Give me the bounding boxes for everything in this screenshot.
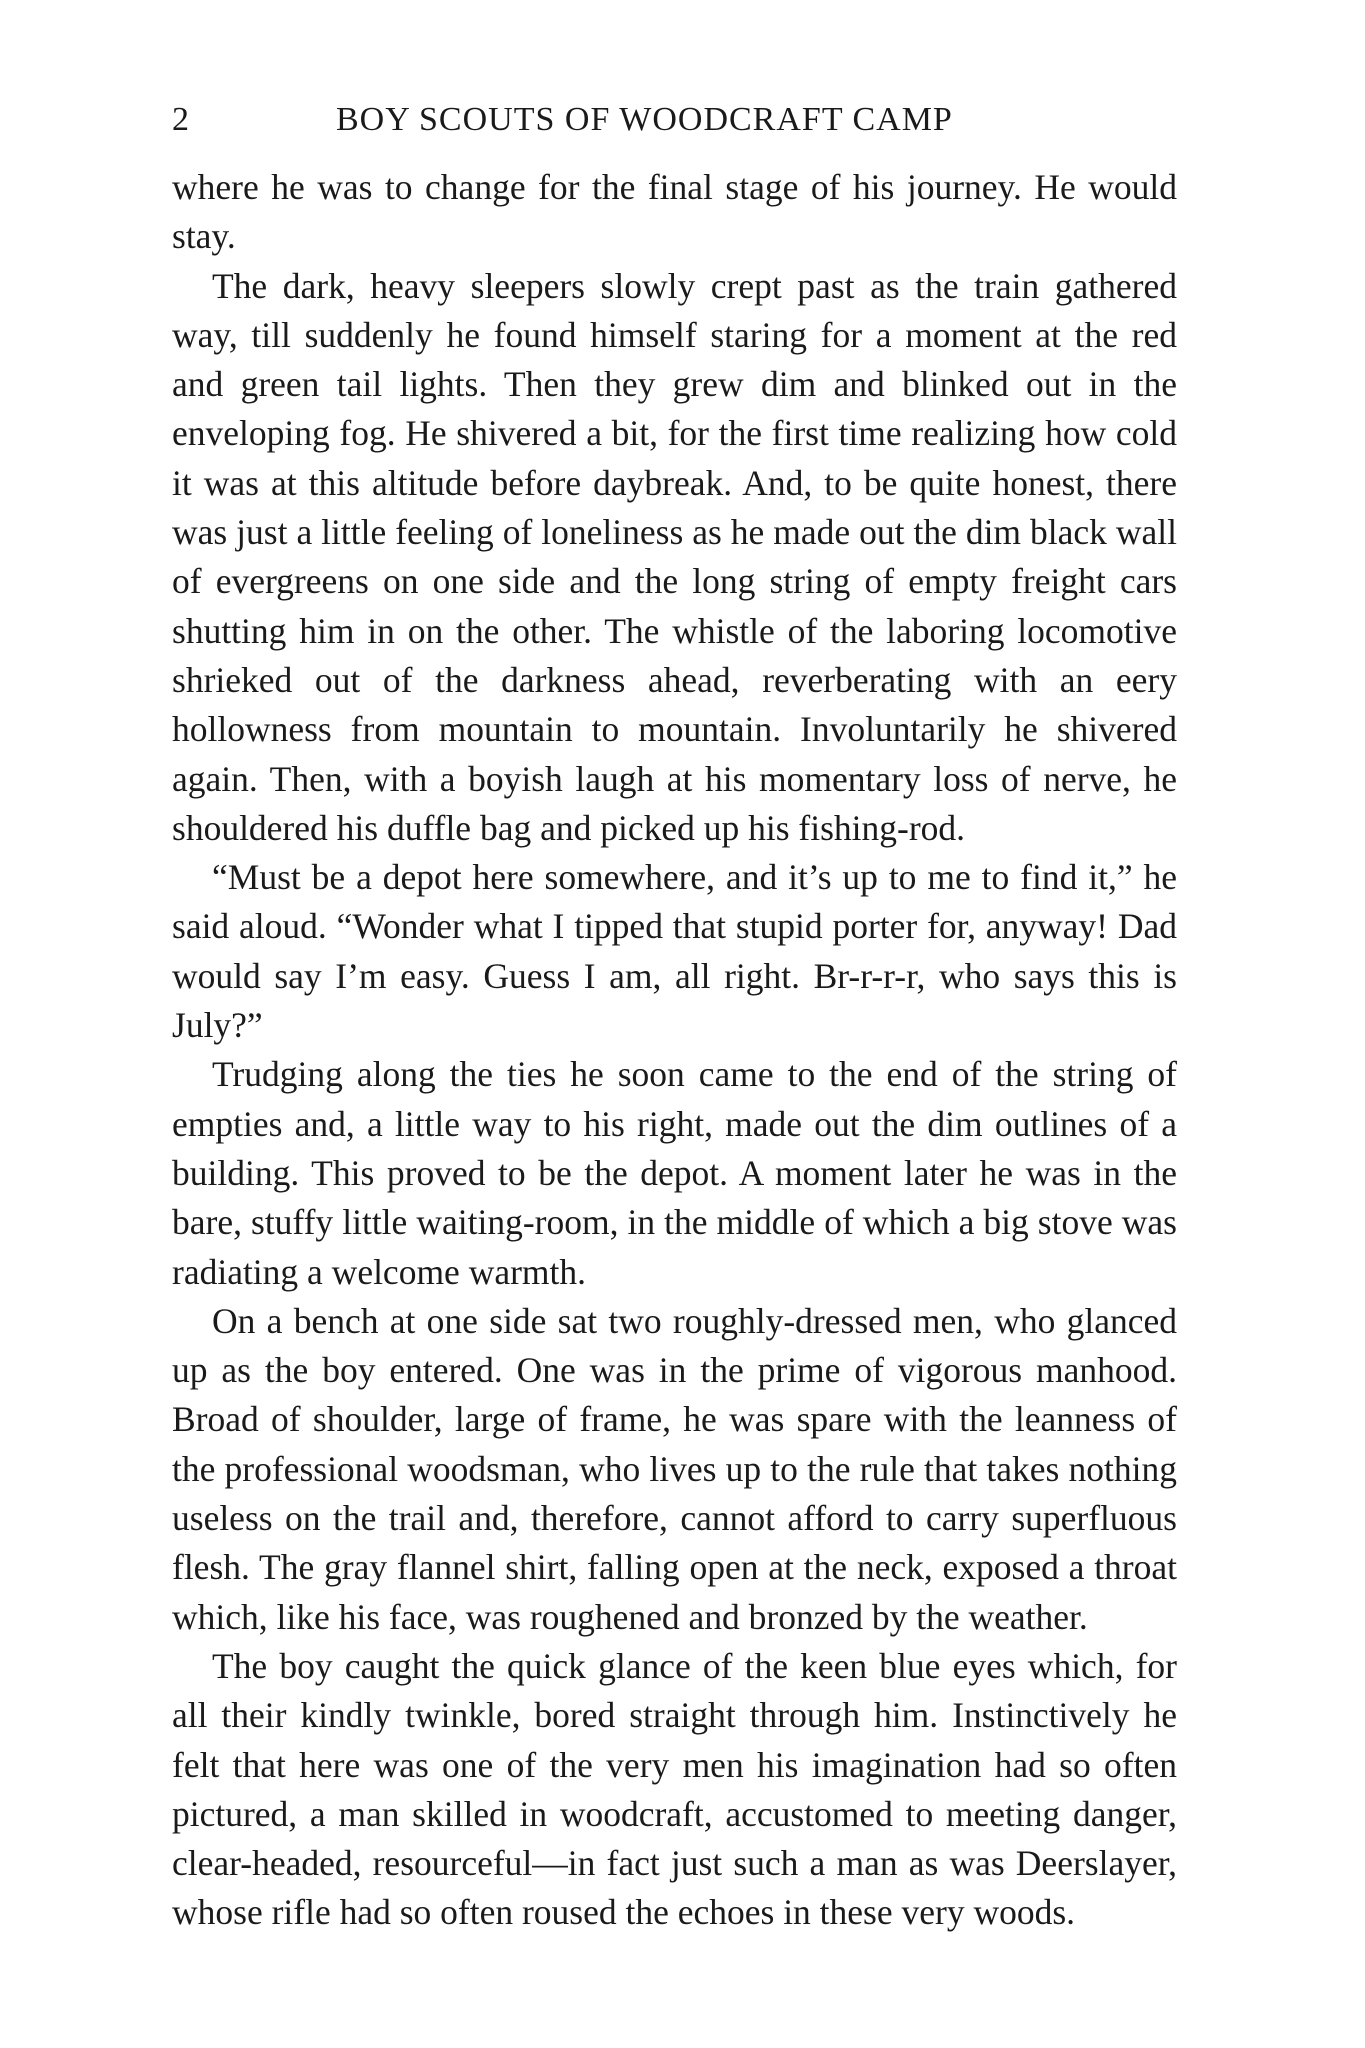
running-title: BOY SCOUTS OF WOODCRAFT CAMP <box>336 101 953 138</box>
paragraph: On a bench at one side sat two roughly-dressed men, who glanced up as the boy entered. One was in the prime of vigorous manhood. Broad of shoulder, large of frame, he was spare with the leanness of the professional woodsman, who lives up to the rule that takes nothing useless on the trail and, therefore, cannot afford to carry superfluous flesh. The gray flannel shirt, falling open at the neck, exposed a throat which, like his face, was roughened and bronzed by the weather. <box>172 1300 1177 1637</box>
paragraph: The boy caught the quick glance of the keen blue eyes which, for all their kindly twinkle, bored straight through him. Instinctively he felt that here was one of the very men his imagination had so often pictured, a man skilled in woodcraft, accustomed to meeting danger, clear-headed, resourceful—in fact just such a man as was Deerslayer, whose rifle had so often roused the echoes in these very woods. <box>172 1645 1177 1933</box>
paragraph: The dark, heavy sleepers slowly crept past as the train gathered way, till suddenly he found himself staring for a moment at the red and green tail lights. Then they grew dim and blinked out in the enveloping fog. He shivered a bit, for the first time realizing how cold it was at this altitude before daybreak. And, to be quite honest, there was just a little feeling of loneliness as he made out the dim black wall of evergreens on one side and the long string of empty freight cars shutting him in on the other. The whistle of the laboring locomotive shrieked out of the darkness ahead, reverberating with an eery hollowness from mountain to mountain. Involuntarily he shivered again. Then, with a boyish laugh at his momentary loss of nerve, he shouldered his duffle bag and picked up his fishing-rod. <box>172 265 1177 848</box>
paragraph: “Must be a depot here somewhere, and it’s up to me to find it,” he said aloud. “Wonder what I tipped that stupid porter for, anyway! Dad would say I’m easy. Guess I am, all right. Br-r-r-r, who says this is July?” <box>172 857 1177 1046</box>
paragraph: Trudging along the ties he soon came to the end of the string of empties and, a little way to his right, made out the dim outlines of a building. This proved to be the depot. A moment later he was in the bare, stuffy little waiting-room, in the middle of which a big stove was radiating a welcome warmth. <box>172 1054 1177 1292</box>
body-text <box>172 163 1177 1938</box>
paragraph-continued: where he was to change for the final stage of his journey. He would stay. <box>172 167 1177 257</box>
running-head <box>172 98 1177 142</box>
page-number: 2 <box>172 101 190 138</box>
